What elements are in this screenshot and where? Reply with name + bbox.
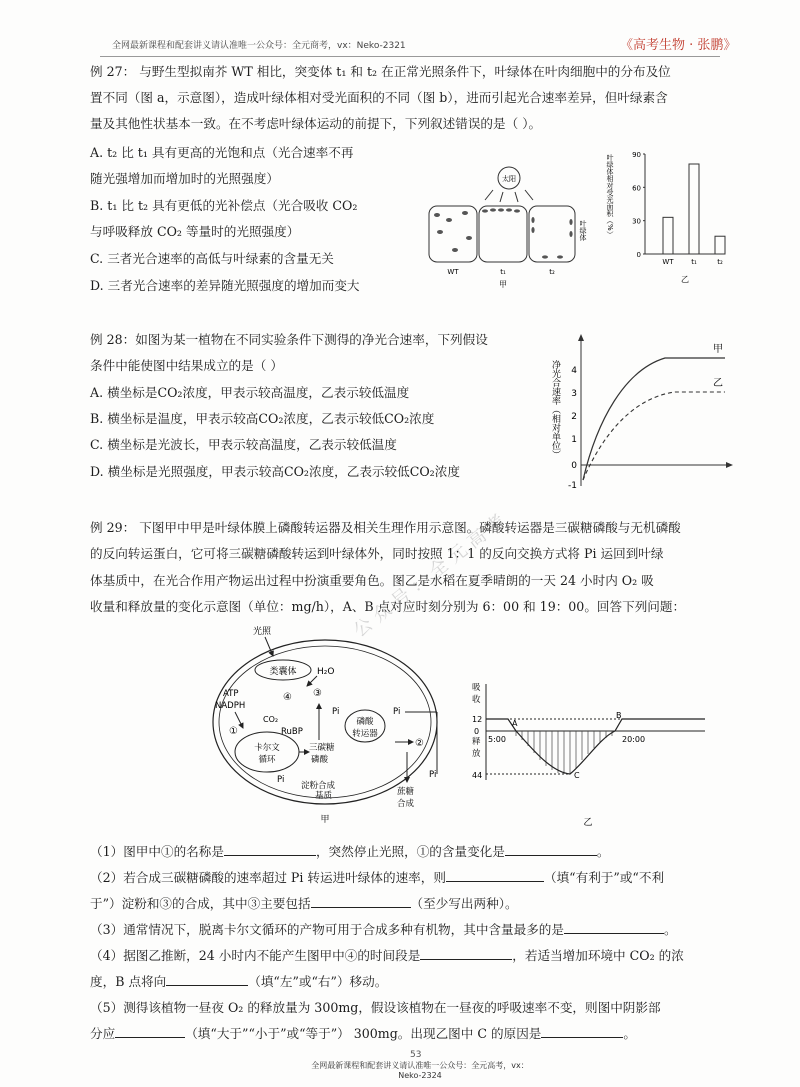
ex27-option-d: D. 三者光合速率的差异随光照强度的增加而变大 (90, 278, 360, 293)
y-top-label-1: 吸 (472, 683, 481, 693)
point-c-label: C (574, 771, 580, 780)
circle-3: ③ (313, 688, 322, 699)
ex28-option-c: C. 横坐标是光波长，甲表示较高温度，乙表示较低温度 (90, 437, 397, 452)
calvin-label-1: 卡尔文 (254, 743, 280, 753)
ex28-ylabel: 净光合速率（相对单位） (550, 360, 560, 459)
bar-2 (715, 236, 725, 254)
q2-line1 (90, 868, 664, 888)
q4-text-a: （4）据图乙推断，24 小时内不能产生图甲中④的时间段是 (90, 948, 421, 963)
ex28-ytick-4: 4 (571, 366, 577, 376)
figure-b-caption: 乙 (681, 275, 689, 284)
figure-a-caption: 甲 (499, 280, 507, 289)
circle-2: ② (415, 738, 424, 749)
series-tag: 《高考生物 · 张鹏》 (620, 38, 737, 53)
cell-t2 (529, 206, 575, 262)
sun-label: 太阳 (502, 175, 516, 183)
rubp-label: RuBP (281, 727, 303, 737)
triose-label-1: 三碳糖 (309, 743, 335, 753)
q5-line2 (90, 1024, 636, 1044)
page-number: 53 (410, 1050, 422, 1060)
q2-text-b: （填“有利于”或“不利 (543, 870, 665, 885)
ex29-diagram (205, 622, 450, 827)
q2-text-c: 于”）淀粉和③的合成，其中③主要包括 (90, 896, 311, 911)
y-top-label-2: 收 (472, 695, 481, 705)
q5-blank-1[interactable] (115, 1024, 185, 1038)
circle-1: ① (229, 726, 238, 737)
q2-text-d: （至少写出两种）。 (410, 896, 518, 911)
chloroplast-outer (213, 640, 437, 804)
watermark: 公众号：全元高考 (349, 506, 515, 642)
ex27-figure-a (425, 160, 595, 290)
time-label-2: 20:00 (622, 735, 646, 744)
bar-category-label: t₁ (691, 258, 697, 266)
y-label-44: 44 (472, 771, 483, 780)
ex27-option-c: C. 三者光合速率的高低与叶绿素的含量无关 (90, 251, 334, 266)
q5-line1: （5）测得该植物一昼夜 O₂ 的释放量为 300mg，假设该植物在一昼夜的呼吸速率不变，则图中阴影部 (90, 1000, 661, 1015)
ex28-x-arrow-icon (726, 462, 733, 468)
ex28-y-arrow-icon (578, 334, 584, 341)
q1-blank-2[interactable] (505, 842, 597, 856)
chloroplasts (434, 208, 573, 258)
pi-label-3: Pi (393, 707, 401, 717)
ex27-option-b1: B. t₁ 比 t₂ 具有更低的光补偿点（光合吸收 CO₂ (90, 198, 358, 213)
y-bottom-label-2: 放 (472, 749, 481, 759)
circle-4: ④ (283, 692, 292, 703)
nadph-label: NADPH (215, 701, 246, 711)
o2-curve-line (486, 719, 705, 774)
ex28-ytick-2: 2 (571, 412, 577, 422)
ex28-ytick-neg1: -1 (568, 481, 577, 490)
q4-blank-1[interactable] (420, 946, 512, 960)
ex28-stem-line2: 条件中能使图中结果成立的是（ ） (90, 358, 283, 373)
ex29-stem-line4: 收量和释放量的变化示意图（单位：mg/h），A、B 点对应时刻分别为 6：00 和 19：00。回答下列问题： (90, 599, 686, 614)
stroma-label: 基质 (315, 791, 333, 801)
q4-text-b: ，若适当增加环境中 CO₂ 的浓 (512, 948, 684, 963)
header-divider (100, 56, 720, 57)
starch-label: 淀粉合成 (301, 781, 336, 791)
sun-icon (485, 167, 533, 202)
ytick-label: 0 (636, 251, 641, 259)
sucrose-label-1: 蔗糖 (397, 787, 415, 797)
triose-label-2: 磷酸 (311, 755, 329, 765)
time-label-1: 5:00 (488, 735, 506, 744)
q4-line2 (90, 972, 387, 992)
calvin-label-2: 循环 (258, 755, 276, 765)
diagram-caption: 甲 (320, 815, 330, 825)
curve-caption: 乙 (583, 818, 593, 828)
ex29-stem-line1: 例 29： 下图甲中甲是叶绿体膜上磷酸转运器及相关生理作用示意图。磷酸转运器是三碳糖磷酸与无机磷酸 (90, 520, 681, 535)
ex27-option-a1: A. t₂ 比 t₁ 具有更高的光饱和点（光合速率不再 (90, 145, 354, 160)
ex28-ytick-3: 3 (571, 389, 577, 399)
h2o-arrow (307, 676, 317, 686)
pi-label-4: Pi (429, 770, 437, 780)
light-label: 光照 (253, 627, 272, 637)
chloroplast-label: 叶绿体 (579, 220, 587, 241)
ex28-label-yi: 乙 (713, 378, 723, 389)
q1-blank-1[interactable] (224, 842, 316, 856)
transporter-label-1: 磷酸 (356, 717, 374, 727)
bar-0 (663, 217, 673, 254)
ex28-graph (545, 330, 735, 490)
ytick-label: 90 (632, 151, 641, 159)
q4-blank-2[interactable] (166, 972, 248, 986)
shaded-area (516, 731, 612, 774)
q2-blank-2[interactable] (311, 894, 411, 908)
ex29-stem-line3: 体基质中，在光合作用产物运出过程中扮演重要角色。图乙是水稻在夏季晴朗的一天 24 小时内 O₂ 吸 (90, 573, 654, 588)
light-arrow (265, 637, 273, 656)
q3-blank[interactable] (564, 920, 664, 934)
q2-line2 (90, 894, 518, 914)
ex28-curve-yi (583, 392, 725, 480)
ytick-label: 30 (632, 217, 641, 226)
ex28-curve-jia (583, 358, 725, 480)
ex28-option-d: D. 横坐标是光照强度，甲表示较高CO₂浓度，乙表示较低CO₂浓度 (90, 464, 460, 479)
figure-b-ylabel: 叶绿体相对受光面积（%） (606, 154, 614, 238)
q4-line1 (90, 946, 684, 966)
q1-text-b: ，突然停止光照，①的含量变化是 (315, 844, 505, 859)
point-a-label: A (512, 719, 518, 728)
footer-note (300, 1060, 540, 1080)
y-label-0: 0 (474, 727, 480, 736)
co2-label: CO₂ (263, 715, 279, 724)
ex27-stem-line3: 量及其他性状基本一致。在不考虑叶绿体运动的前提下，下列叙述错误的是（ ）。 (90, 116, 542, 131)
q3-text: （3）通常情况下，脱离卡尔文循环的产物可用于合成多种有机物，其中含量最多的是 (90, 922, 564, 937)
ex28-stem-line1: 例 28：如图为某一植物在不同实验条件下测得的净光合速率，下列假设 (90, 332, 488, 347)
thylakoid-label: 类囊体 (269, 667, 297, 677)
bar-category-label: WT (662, 258, 674, 266)
bar-1 (689, 164, 699, 254)
q5-blank-2[interactable] (541, 1024, 623, 1038)
q5-text-c: （填“大于”“小于”或“等于”） 300mg。出现乙图中 C 的原因是 (185, 1026, 542, 1041)
y-label-12: 12 (472, 715, 483, 724)
q2-blank-1[interactable] (446, 868, 544, 882)
ex27-stem-line1: 例 27： 与野生型拟南芥 WT 相比，突变体 t₁ 和 t₂ 在正常光照条件下，叶绿体在叶肉细胞中的分布及位 (90, 64, 671, 79)
sucrose-label-2: 合成 (397, 799, 415, 809)
header-note: 全网最新课程和配套讲义请认准唯一公众号：全元商考，vx：Neko-2321 (112, 41, 406, 51)
q5-text-b: 分应 (90, 1026, 116, 1041)
q4-text-c: 度，B 点将向 (90, 974, 167, 989)
y-bottom-label-1: 释 (472, 737, 481, 747)
ex28-ytick-1: 1 (571, 435, 577, 445)
pi-label-1: Pi (277, 775, 285, 785)
q5-period: 。 (623, 1026, 636, 1041)
ex28-label-jia: 甲 (713, 344, 723, 355)
pi-label-2: Pi (332, 707, 340, 717)
ex28-option-b: B. 横坐标是温度，甲表示较高CO₂浓度，乙表示较低CO₂浓度 (90, 411, 435, 426)
q2-text-a: （2）若合成三碳糖磷酸的速率超过 Pi 转运进叶绿体的速率，则 (90, 870, 446, 885)
q3-period: 。 (663, 922, 677, 937)
transporter-label-2: 转运器 (352, 729, 378, 739)
q4-text-d: （填“左”或“右”）移动。 (248, 974, 388, 989)
label-t2: t₂ (549, 268, 555, 276)
q1-period: 。 (596, 844, 610, 859)
footer-text: 全网最新课程和配套讲义请认准唯一公众号：全元高考，vx：Neko-2324 (311, 1061, 529, 1080)
ex27-option-a2: 随光强增加而增加时的光照强度） (90, 171, 279, 186)
ex27-figure-b (600, 142, 730, 292)
point-b-label: B (616, 711, 622, 720)
atp-label: ATP (223, 689, 239, 699)
cell-t1 (479, 206, 527, 262)
label-wt: WT (447, 268, 459, 276)
ytick-label: 60 (632, 184, 641, 193)
q1 (90, 842, 609, 862)
ex28-option-a: A. 横坐标是CO₂浓度，甲表示较高温度，乙表示较低温度 (90, 385, 410, 400)
h2o-label: H₂O (317, 667, 335, 677)
ex27-stem-line2: 置不同（图 a，示意图），造成叶绿体相对受光面积的不同（图 b），进而引起光合速率差异，但叶绿素含 (90, 90, 668, 105)
ex29-stem-line2: 的反向转运蛋白，它可将三碳糖磷酸转运到叶绿体外，同时按照 1：1 的反向交换方式将 Pi 运回到叶绿 (90, 546, 664, 561)
q1-text-a: （1）图甲中①的名称是 (90, 844, 224, 859)
ex29-o2-curve (470, 680, 720, 830)
q3 (90, 920, 677, 940)
ex28-ytick-0: 0 (571, 461, 577, 471)
bar-category-label: t₂ (717, 258, 723, 266)
label-t1: t₁ (500, 268, 506, 276)
ex27-option-b2: 与呼吸释放 CO₂ 等量时的光照强度） (90, 224, 300, 239)
